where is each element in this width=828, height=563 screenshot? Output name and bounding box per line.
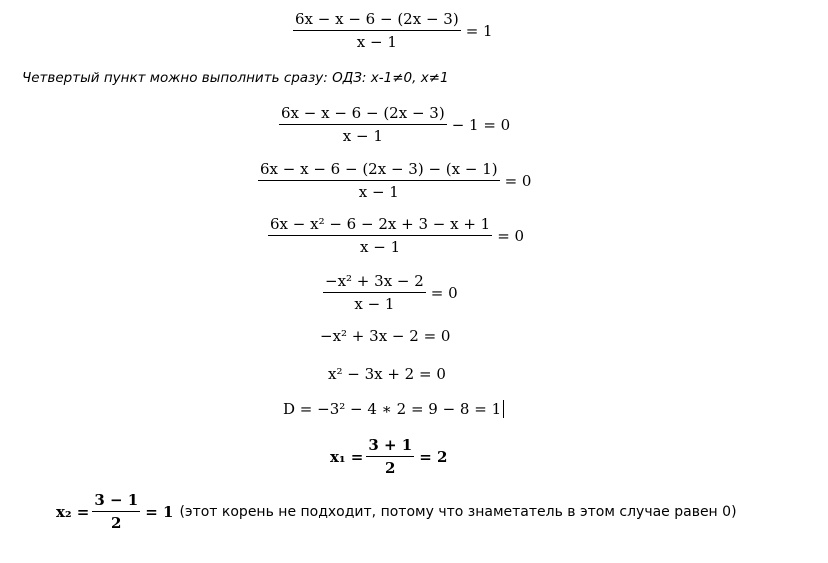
equation-9 <box>330 436 447 477</box>
root-comment: (этот корень не подходит, потому что знаметатель в этом случае равен 0) <box>179 503 737 520</box>
denominator: x − 1 <box>358 183 399 201</box>
equation-rhs: = 1 <box>145 502 174 521</box>
numerator: 6x − x − 6 − (2x − 3) − (x − 1) <box>258 160 500 181</box>
numerator: 6x − x² − 6 − 2x + 3 − x + 1 <box>268 215 492 236</box>
equation-6: −x² + 3x − 2 = 0 <box>320 327 451 345</box>
discriminant-equation: D = −3² − 4 ∗ 2 = 9 − 8 = 1 <box>283 400 502 418</box>
equation-rhs: = 2 <box>419 447 448 466</box>
fraction <box>92 491 140 532</box>
numerator: −x² + 3x − 2 <box>323 272 426 293</box>
fraction <box>366 436 414 477</box>
denominator: x − 1 <box>360 238 401 256</box>
fraction <box>323 272 426 313</box>
numerator: 3 + 1 <box>366 436 414 457</box>
root-1-label: x₁ = <box>330 447 364 466</box>
equation-8 <box>283 400 504 418</box>
equation-5 <box>320 272 458 313</box>
denominator: 2 <box>385 459 396 477</box>
denominator: 2 <box>111 514 122 532</box>
equation-rhs: = 0 <box>430 283 458 302</box>
denominator: x − 1 <box>342 127 383 145</box>
equation-1 <box>290 10 493 51</box>
numerator: 3 − 1 <box>92 491 140 512</box>
equation-2 <box>276 104 510 145</box>
equation-10 <box>56 491 737 532</box>
equation-rhs: = 0 <box>497 226 525 245</box>
root-2-label: x₂ = <box>56 502 90 521</box>
equation-rhs: − 1 = 0 <box>451 115 511 134</box>
denominator: x − 1 <box>354 295 395 313</box>
equation-rhs: = 0 <box>504 171 532 190</box>
equation-4 <box>265 215 524 256</box>
fraction <box>268 215 492 256</box>
equation-7: x² − 3x + 2 = 0 <box>328 365 446 383</box>
numerator: 6x − x − 6 − (2x − 3) <box>279 104 447 125</box>
fraction <box>279 104 447 145</box>
denominator: x − 1 <box>356 33 397 51</box>
equation-3 <box>255 160 531 201</box>
equation-rhs: = 1 <box>465 21 493 40</box>
numerator: 6x − x − 6 − (2x − 3) <box>293 10 461 31</box>
domain-note: Четвертый пункт можно выполнить сразу: ОДЗ: x-1≠0, x≠1 <box>22 70 449 86</box>
fraction <box>258 160 500 201</box>
fraction <box>293 10 461 51</box>
text-cursor <box>503 400 504 418</box>
